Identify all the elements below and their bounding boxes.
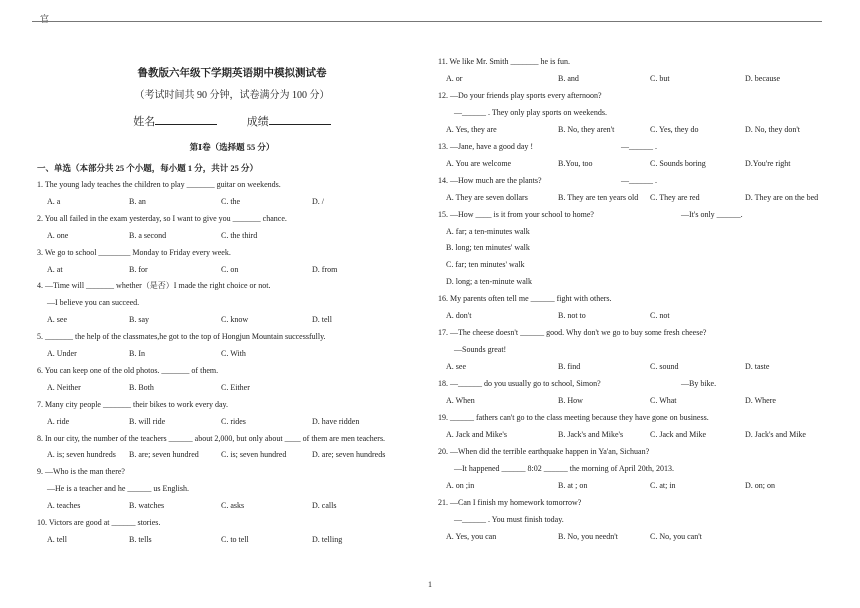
answer-option[interactable]: B. watches [129, 501, 165, 511]
answer-option[interactable]: C. is; seven hundred [221, 450, 287, 460]
answer-option[interactable]: D. / [312, 196, 324, 206]
question-reply: —By bike. [681, 379, 717, 389]
answer-option[interactable]: B.You, too [558, 158, 593, 168]
answer-option[interactable]: D. calls [312, 501, 337, 511]
answer-option[interactable]: D. No, they don't [745, 124, 800, 134]
answer-option[interactable]: C. With [221, 349, 246, 358]
answer-option[interactable]: A. tell [47, 534, 67, 544]
answer-option[interactable]: D. because [745, 73, 781, 83]
exam-subtitle: （考试时间共 90 分钟，试卷满分为 100 分） [134, 90, 330, 101]
question-line: 10. Victors are good at ______ stories. [37, 518, 161, 527]
part-heading: 第Ⅰ卷（选择题 55 分） [189, 142, 275, 152]
answer-option[interactable]: B. for [129, 264, 148, 274]
answer-option[interactable]: D. tell [312, 315, 332, 325]
answer-option[interactable]: C. at; in [650, 480, 676, 490]
answer-option[interactable]: B. tells [129, 534, 152, 544]
answer-option[interactable]: B. How [558, 396, 583, 405]
answer-option[interactable]: B. No, they aren't [558, 124, 615, 134]
question-line: 15. —How ____ is it from your school to home? [438, 209, 594, 219]
answer-option[interactable]: B. They are ten years old [558, 192, 639, 202]
answer-option[interactable]: C. asks [221, 501, 245, 511]
answer-option[interactable]: C. Yes, they do [650, 124, 699, 134]
answer-option[interactable]: B. at ; on [558, 480, 588, 490]
answer-option[interactable]: B. are; seven hundred [129, 450, 199, 460]
answer-option[interactable]: A. one [47, 230, 69, 240]
answer-option[interactable]: A. You are welcome [446, 158, 512, 168]
answer-option[interactable]: C. They are red [650, 192, 700, 202]
answer-option[interactable]: B. a second [129, 230, 167, 240]
answer-option[interactable]: B. long; ten minutes' walk [446, 243, 530, 253]
answer-option[interactable]: B. Jack's and Mike's [558, 429, 624, 439]
answer-option[interactable]: A. When [446, 396, 475, 405]
answer-option[interactable]: D. long; a ten-minute walk [446, 277, 532, 287]
score-label: 成绩 [246, 116, 269, 128]
answer-option[interactable]: C. Either [221, 382, 250, 392]
score-blank[interactable] [269, 114, 331, 125]
answer-option[interactable]: D. telling [312, 534, 343, 544]
answer-option[interactable]: C. No, you can't [650, 531, 702, 541]
answer-option[interactable]: A. ride [47, 416, 70, 426]
question-line: 16. My parents often tell me ______ fight with others. [438, 294, 612, 304]
answer-option[interactable]: B. say [129, 315, 149, 325]
answer-option[interactable]: C. What [650, 396, 677, 405]
answer-option[interactable]: A. or [446, 73, 463, 83]
question-reply: —______ . [621, 175, 657, 185]
answer-option[interactable]: D. Jack's and Mike [745, 429, 806, 439]
answer-option[interactable]: C. know [221, 315, 249, 325]
answer-option[interactable]: A. Neither [47, 382, 81, 392]
name-label: 姓名 [133, 116, 156, 128]
question-line: 1. The young lady teaches the children to play _______ guitar on weekends. [37, 180, 281, 189]
answer-option[interactable]: B. Both [129, 382, 154, 392]
answer-option[interactable]: A. Under [47, 349, 77, 358]
answer-option[interactable]: B. an [129, 196, 146, 206]
answer-option[interactable]: A. teaches [47, 501, 81, 511]
question-line: 4. —Time will _______ whether（是否）I made the right choice or not. [37, 281, 271, 291]
answer-option[interactable]: A. Yes, you can [446, 531, 497, 541]
question-line: 11. We like Mr. Smith _______ he is fun. [438, 57, 571, 66]
question-line: 5. _______ the help of the classmates,he got to the top of Hongjun Mountain successfully. [37, 332, 326, 342]
question-reply: —It's only ______. [681, 209, 743, 219]
answer-option[interactable]: A. They are seven dollars [446, 192, 528, 202]
question-reply: —______ . [621, 141, 657, 151]
answer-option[interactable]: A. at [47, 264, 63, 274]
answer-option[interactable]: A. Jack and Mike's [446, 429, 507, 439]
answer-option[interactable]: A. on ;in [446, 480, 475, 490]
question-line: 9. —Who is the man there? [37, 467, 125, 477]
answer-option[interactable]: D. on; on [745, 480, 775, 490]
header-rule [32, 21, 822, 22]
page-number: 1 [428, 580, 432, 589]
question-line: 6. You can keep one of the old photos. _______ of them. [37, 365, 219, 375]
question-line: 21. —Can I finish my homework tomorrow? [438, 497, 582, 507]
answer-option[interactable]: D.You're right [745, 158, 791, 168]
question-line: —It happened ______ 8:02 ______ the morning of April 20th, 2013. [454, 463, 674, 473]
answer-option[interactable]: C. the [221, 196, 241, 206]
question-line: 20. —When did the terrible earthquake happen in Ya'an, Sichuan? [438, 446, 650, 456]
answer-option[interactable]: C. not [650, 311, 670, 321]
answer-option[interactable]: C. to tell [221, 534, 249, 544]
question-line: 17. —The cheese doesn't ______ good. Why don't we go to buy some fresh cheese? [438, 328, 707, 338]
answer-option[interactable]: C. but [650, 73, 670, 83]
answer-option[interactable]: A. a [47, 196, 61, 206]
answer-option[interactable]: D. Where [745, 396, 776, 405]
section-heading: 一、单选（本部分共 25 个小题，每小题 1 分，共计 25 分） [37, 163, 259, 173]
exam-title: 鲁教版六年级下学期英语期中模拟测试卷 [137, 68, 327, 79]
name-score-line [37, 113, 427, 129]
question-line: —He is a teacher and he ______ us English. [47, 484, 189, 494]
question-line: —Sounds great! [454, 345, 507, 355]
answer-option[interactable]: D. They are on the bed [745, 192, 819, 202]
question-line: 19. ______ fathers can't go to the class meeting because they have gone on business. [438, 412, 709, 422]
question-line: —______ . They only play sports on weekends. [454, 107, 607, 117]
answer-option[interactable]: C. on [221, 264, 239, 274]
answer-option[interactable]: D. taste [745, 362, 770, 372]
name-blank[interactable] [155, 114, 217, 125]
answer-option[interactable]: B. not to [558, 311, 586, 321]
question-line: 7. Many city people _______ their bikes to work every day. [37, 399, 228, 409]
question-line: 13. —Jane, have a good day ! [438, 141, 534, 151]
answer-option[interactable]: B. and [558, 73, 579, 83]
answer-option[interactable]: C. far; ten minutes' walk [446, 260, 525, 270]
question-line: —______ . You must finish today. [454, 514, 564, 524]
answer-option[interactable]: C. rides [221, 416, 246, 426]
answer-option[interactable]: A. see [47, 315, 67, 325]
question-line: 3. We go to school ________ Monday to Friday every week. [37, 247, 231, 257]
answer-option[interactable]: A. Yes, they are [446, 124, 497, 134]
answer-option[interactable]: A. don't [446, 311, 472, 321]
answer-option[interactable]: D. have ridden [312, 416, 360, 426]
question-line: 18. —______ do you usually go to school, Simon? [438, 379, 601, 389]
answer-option[interactable]: C. Jack and Mike [650, 429, 706, 439]
answer-option[interactable]: B. will ride [129, 416, 166, 426]
question-line: —I believe you can succeed. [47, 298, 140, 308]
answer-option[interactable]: C. Sounds boring [650, 158, 706, 168]
question-line: 8. In our city, the number of the teachers ______ about 2,000, but only about ____ of them are men teachers. [37, 433, 386, 443]
question-line: 2. You all failed in the exam yesterday, so I want to give you _______ chance. [37, 213, 287, 223]
answer-option[interactable]: D. are; seven hundreds [312, 450, 386, 460]
answer-option[interactable]: C. the third [221, 230, 258, 240]
answer-option[interactable]: A. is; seven hundreds [47, 450, 116, 460]
answer-option[interactable]: A. far; a ten-minutes walk [446, 226, 530, 236]
answer-option[interactable]: A. see [446, 362, 466, 372]
header-mark: 官 [40, 14, 50, 24]
question-line: 14. —How much are the plants? [438, 175, 542, 185]
answer-option[interactable]: B. In [129, 349, 145, 358]
answer-option[interactable]: B. find [558, 362, 581, 372]
answer-option[interactable]: B. No, you needn't [558, 531, 618, 541]
answer-option[interactable]: D. from [312, 264, 338, 274]
question-line: 12. —Do your friends play sports every afternoon? [438, 90, 602, 100]
answer-option[interactable]: C. sound [650, 362, 679, 372]
